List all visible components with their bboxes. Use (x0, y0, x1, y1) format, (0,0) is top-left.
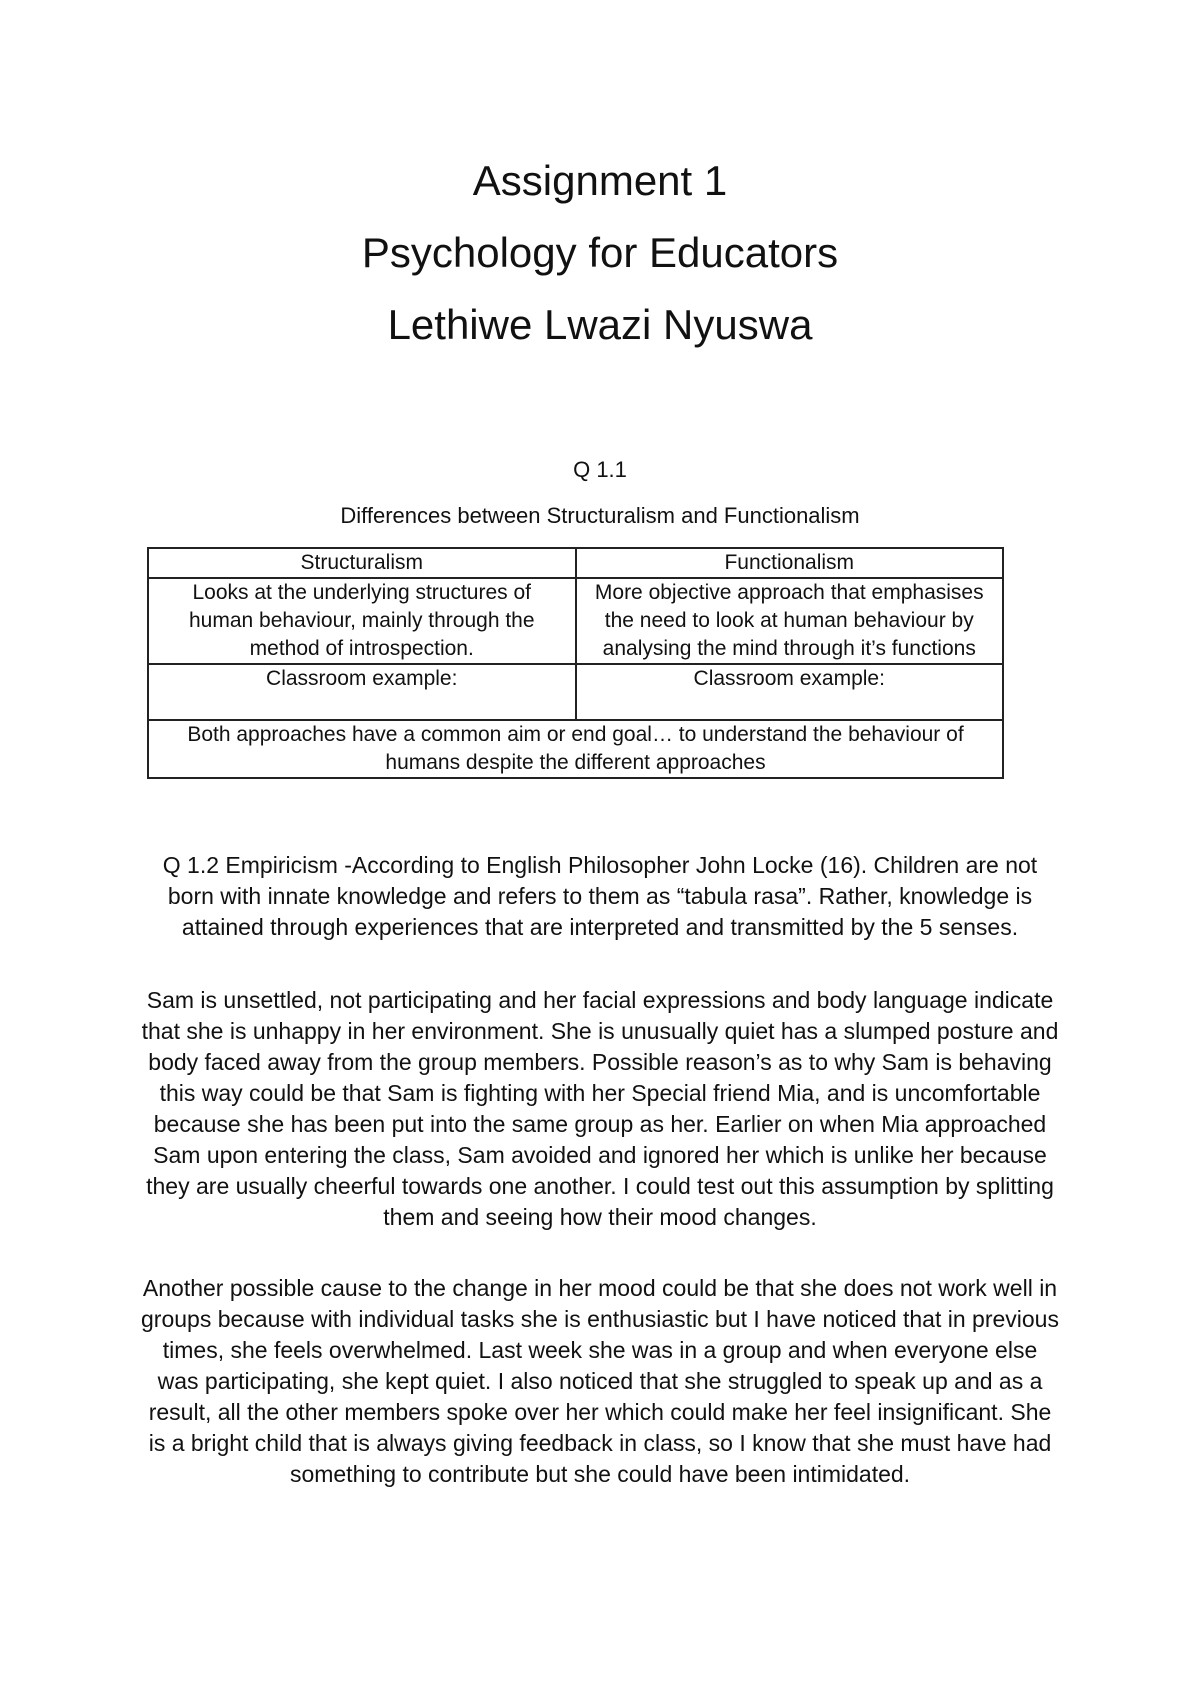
comparison-table (147, 547, 1004, 779)
definition-row (148, 578, 1003, 664)
header-functionalism: Functionalism (576, 548, 1004, 578)
sam-observation-paragraph: Sam is unsettled, not participating and her facial expressions and body language indicate that she is unhappy in her environment. She is unusually quiet has a slumped posture and body faced away from the group members. Possible reason’s as to why Sam is behaving this way could be that Sam is fighting with her Special friend Mia, and is uncomfortable because she has been put into the same group as her. Earlier on when Mia approached Sam upon entering the class, Sam avoided and ignored her which is unlike her because they are usually cheerful towards one another. I could test out this assumption by splitting them and seeing how their mood changes. (141, 987, 1059, 1230)
functionalism-definition: More objective approach that emphasises the need to look at human behaviour by analysing the mind through it’s functions (576, 578, 1004, 664)
course-name: Psychology for Educators (361, 229, 839, 276)
summary-cell: Both approaches have a common aim or end goal… to understand the behaviour of humans despite the different approaches (148, 720, 1003, 778)
document-title: Assignment 1 (472, 157, 728, 204)
structuralism-definition: Looks at the underlying structures of human behaviour, mainly through the method of introspection. (148, 578, 576, 664)
question-1-1-label: Q 1.1 (573, 457, 627, 482)
q12-empiricism-paragraph: Q 1.2 Empiricism -According to English Philosopher John Locke (16). Children are not born with innate knowledge and refers to them as “tabula rasa”. Rather, knowledge is attained through experiences that are interpreted and transmitted by the 5 senses. (162, 852, 1038, 940)
title-block (0, 145, 1200, 361)
header-structuralism: Structuralism (148, 548, 576, 578)
another-cause-paragraph: Another possible cause to the change in her mood could be that she does not work well in groups because with individual tasks she is enthusiastic but I have noticed that in previous times, she feels overwhelmed. Last week she was in a group and when everyone else was participating, she kept quiet. I also noticed that she struggled to speak up and as a result, all the other members spoke over her which could make her feel insignificant. She is a bright child that is always giving feedback in class, so I know that she must have had something to contribute but she could have been intimidated. (141, 1275, 1059, 1487)
functionalism-example: Classroom example: (576, 664, 1004, 720)
summary-row (148, 720, 1003, 778)
table-header-row (148, 548, 1003, 578)
example-row (148, 664, 1003, 720)
structuralism-example: Classroom example: (148, 664, 576, 720)
table-caption: Differences between Structuralism and Functionalism (340, 503, 860, 528)
author-name: Lethiwe Lwazi Nyuswa (387, 301, 813, 348)
